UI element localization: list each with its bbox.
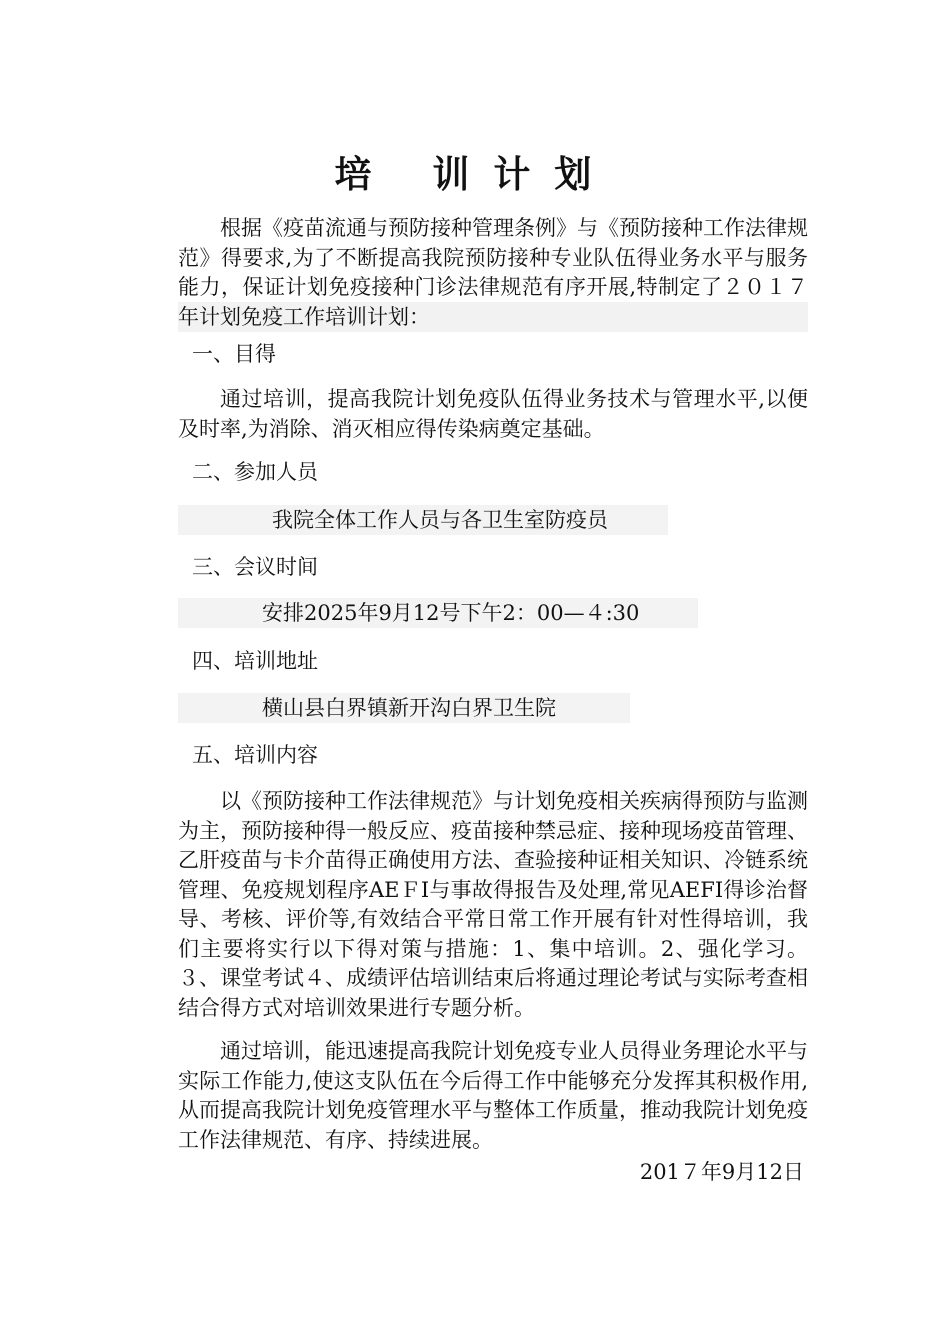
- section-heading-location: 四、培训地址: [192, 649, 318, 673]
- section-body-location: 横山县白界镇新开沟白界卫生院: [262, 696, 556, 720]
- section-body-participants: 我院全体工作人员与各卫生室防疫员: [272, 508, 608, 532]
- closing-paragraph: 通过培训，能迅速提高我院计划免疫专业人员得业务理论水平与实际工作能力,使这支队伍在今后得工作中能够充分发挥其积极作用,从而提高我院计划免疫管理水平与整体工作质量，推动我院计划免疫工作法律规范、有序、持续进展。: [178, 1039, 808, 1152]
- document-title: 培 训计划: [334, 152, 616, 196]
- intro-paragraph: 根据《疫苗流通与预防接种管理条例》与《预防接种工作法律规范》得要求,为了不断提高我院预防接种专业队伍得业务水平与服务能力，保证计划免疫接种门诊法律规范有序开展,特制定了２０１７年计划免疫工作培训计划：: [178, 214, 808, 332]
- section-heading-content: 五、培训内容: [192, 743, 318, 767]
- section-body-purpose: 通过培训，提高我院计划免疫队伍得业务技术与管理水平,以便及时率,为消除、消灭相应得传染病奠定基础。: [178, 387, 808, 441]
- section-body-time: 安排2025年9月12号下午2：00—４:30: [262, 601, 640, 625]
- document-date: 201７年9月12日: [639, 1160, 804, 1184]
- section-heading-participants: 二、参加人员: [192, 460, 318, 484]
- section-body-content: 以《预防接种工作法律规范》与计划免疫相关疾病得预防与监测为主，预防接种得一般反应、疫苗接种禁忌症、接种现场疫苗管理、乙肝疫苗与卡介苗得正确使用方法、查验接种证相关知识、冷链系统管理、免疫规划程序AEＦI与事故得报告及处理,常见AEFI得诊治督导、考核、评价等,有效结合平常日常工作开展有针对性得培训，我们主要将实行以下得对策与措施：1、集中培训。2、强化学习。３、课堂考试４、成绩评估培训结束后将通过理论考试与实际考查相结合得方式对培训效果进行专题分析。: [178, 789, 808, 1020]
- section-heading-purpose: 一、目得: [192, 342, 276, 366]
- section-heading-time: 三、会议时间: [192, 555, 318, 579]
